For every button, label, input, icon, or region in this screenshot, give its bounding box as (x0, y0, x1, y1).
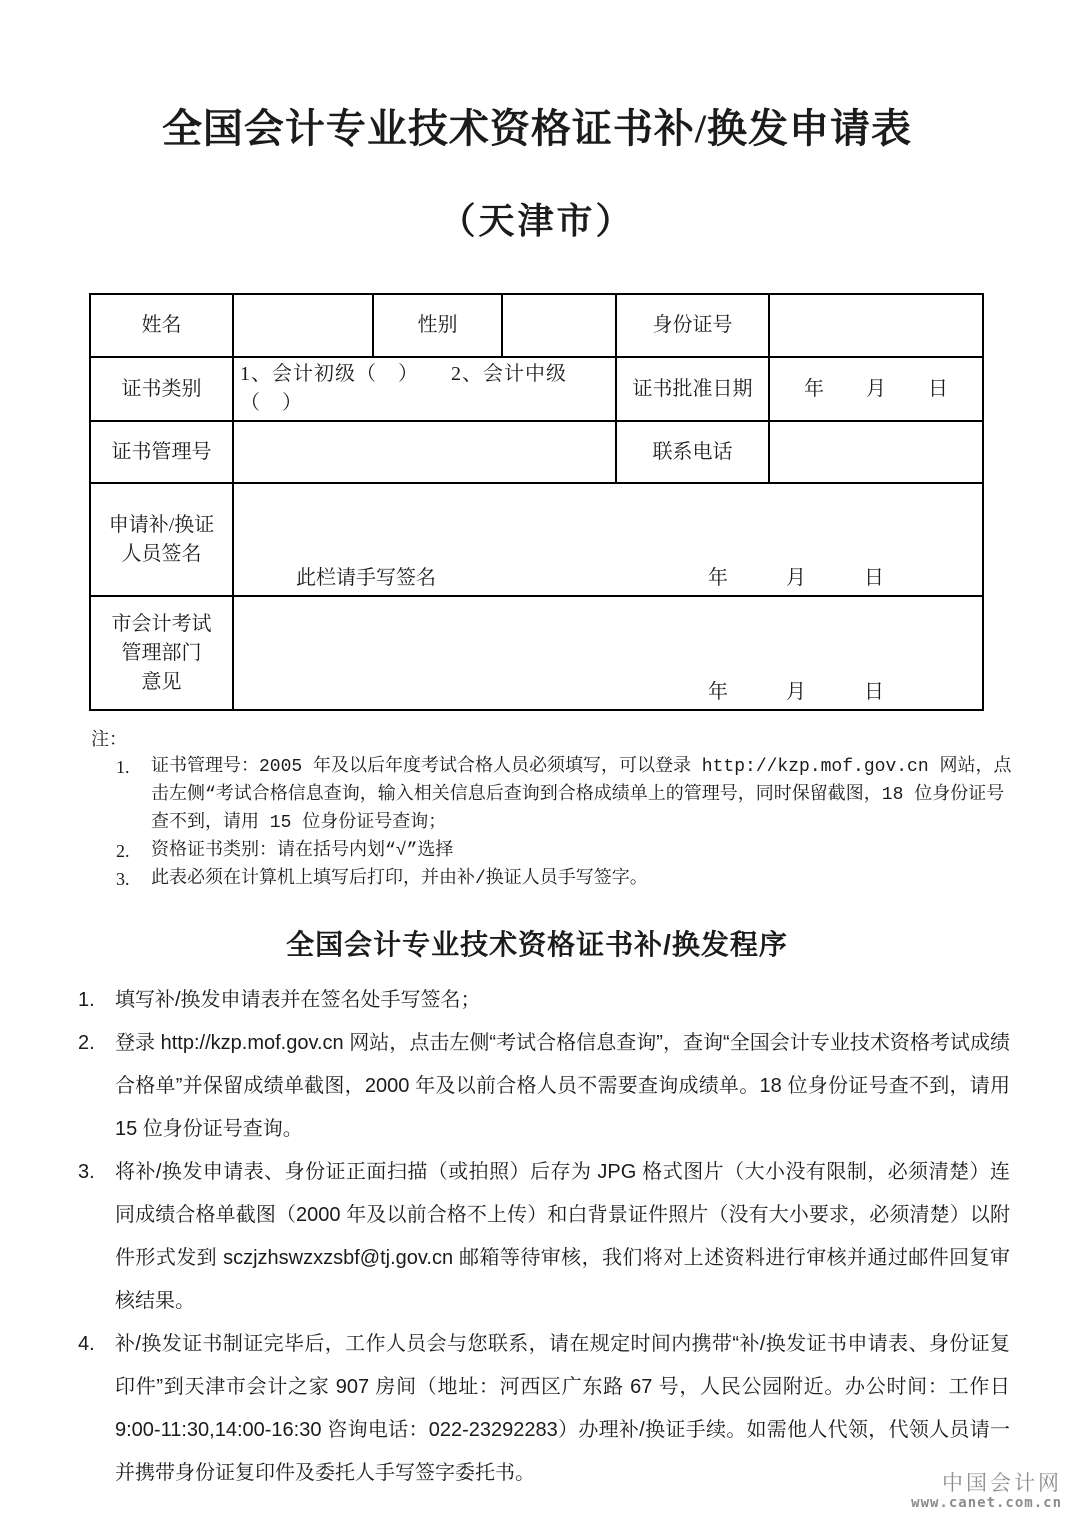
procedure-text: 将补/换发申请表、身份证正面扫描（或拍照）后存为 JPG 格式图片（大小没有限制，必须清楚）连同成绩合格单截图（2000 年及以前合格不上传）和白背景证件照片（没有大小要求，必须清楚）以附件形式发到 sczjzhswzxzsbf@tj.gov.cn 邮箱等待审核，我们将对上述资料进行审核并通过邮件回复审核结果。 (115, 1160, 1010, 1312)
applicant-signature-label: 申请补/换证 人员签名 (90, 483, 233, 596)
gender-input-cell[interactable] (502, 294, 616, 357)
applicant-signature-cell[interactable] (233, 483, 983, 596)
document-title: 全国会计专业技术资格证书补/换发申请表 (161, 106, 913, 151)
watermark-site-url: www.canet.com.cn (911, 1495, 1062, 1511)
phone-input-cell[interactable] (769, 421, 983, 483)
procedures-heading: 全国会计专业技术资格证书补/换发程序 (286, 929, 788, 961)
name-label: 姓名 (90, 294, 233, 357)
procedure-number: 2. (78, 1031, 95, 1054)
procedures-list (78, 979, 1010, 1495)
opinion-bottom-line (240, 678, 976, 707)
note-number: 3. (116, 869, 130, 890)
date-placeholder (708, 678, 884, 707)
year-label: 年 (708, 567, 728, 590)
procedure-number: 3. (78, 1160, 95, 1183)
procedure-item (78, 1323, 1010, 1495)
year-label: 年 (708, 681, 728, 704)
note-number: 1. (116, 757, 130, 778)
table-row-cert-type (90, 357, 983, 421)
cert-mgmt-label: 证书管理号 (90, 421, 233, 483)
document-subtitle: （天津市） (439, 201, 635, 241)
cert-mgmt-input-cell[interactable] (233, 421, 616, 483)
application-form-table (89, 293, 984, 711)
day-label: 日 (928, 377, 948, 400)
procedure-item (78, 1151, 1010, 1323)
table-row-dept-opinion (90, 596, 983, 710)
note-text: 资格证书类别：请在括号内划“√”选择 (151, 841, 454, 862)
procedure-text: 登录 http://kzp.mof.gov.cn 网站，点击左侧“考试合格信息查询”，查询“全国会计专业技术资格考试成绩合格单”并保留成绩单截图，2000 年及以前合格人员不需要查询成绩单。18 位身份证号查不到，请用 15 位身份证号查询。 (115, 1031, 1010, 1140)
cert-type-options-cell[interactable]: 1、会计初级（ ） 2、会计中级（ ） (233, 357, 616, 421)
approval-date-input-cell[interactable] (769, 357, 983, 421)
date-placeholder (708, 564, 884, 593)
gender-label: 性别 (373, 294, 502, 357)
watermark-site-name: 中国会计网 (942, 1472, 1062, 1495)
signature-hint: 此栏请手写签名 (296, 567, 436, 590)
signature-bottom-line (240, 564, 976, 593)
table-row-identity (90, 294, 983, 357)
procedure-number: 1. (78, 988, 95, 1011)
table-row-applicant-signature (90, 483, 983, 596)
note-number: 2. (116, 841, 130, 862)
procedure-text: 补/换发证书制证完毕后，工作人员会与您联系，请在规定时间内携带“补/换发证书申请表、身份证复印件”到天津市会计之家 907 房间（地址：河西区广东路 67 号，人民公园附近。办公时间：工作日 9:00-11:30,14:00-16:30 咨询电话：022-23292283）办理补/换证手续。如需他人代领，代领人员请一并携带身份证复印件及委托人手写签字委托书。 (115, 1332, 1010, 1484)
watermark (911, 1473, 1062, 1512)
dept-opinion-cell[interactable] (233, 596, 983, 710)
notes-section (91, 725, 1013, 893)
day-label: 日 (864, 567, 884, 590)
month-label: 月 (786, 567, 806, 590)
table-row-cert-mgmt (90, 421, 983, 483)
phone-label: 联系电话 (616, 421, 769, 483)
procedure-item (78, 979, 1010, 1022)
cert-type-label: 证书类别 (90, 357, 233, 421)
name-input-cell[interactable] (233, 294, 373, 357)
day-label: 日 (864, 681, 884, 704)
procedure-number: 4. (78, 1332, 95, 1355)
id-number-input-cell[interactable] (769, 294, 983, 357)
month-label: 月 (866, 377, 886, 400)
dept-opinion-label: 市会计考试 管理部门 意见 (90, 596, 233, 710)
procedure-text: 填写补/换发申请表并在签名处手写签名； (115, 988, 481, 1011)
note-text: 证书管理号：2005 年及以后年度考试合格人员必须填写，可以登录 http://kzp.mof.gov.cn 网站，点击左侧“考试合格信息查询，输入相关信息后查询到合格成绩单上的管理号，同时保留截图，18 位身份证号查不到，请用 15 位身份证号查询； (151, 757, 1012, 834)
month-label: 月 (786, 681, 806, 704)
approval-date-label: 证书批准日期 (616, 357, 769, 421)
year-label: 年 (804, 377, 824, 400)
note-item (91, 865, 1013, 893)
id-number-label: 身份证号 (616, 294, 769, 357)
note-item (91, 837, 1013, 865)
notes-heading: 注： (91, 729, 127, 750)
note-text: 此表必须在计算机上填写后打印，并由补/换证人员手写签字。 (151, 869, 648, 890)
procedure-item (78, 1022, 1010, 1151)
date-placeholder (783, 378, 969, 400)
note-item (91, 753, 1013, 837)
